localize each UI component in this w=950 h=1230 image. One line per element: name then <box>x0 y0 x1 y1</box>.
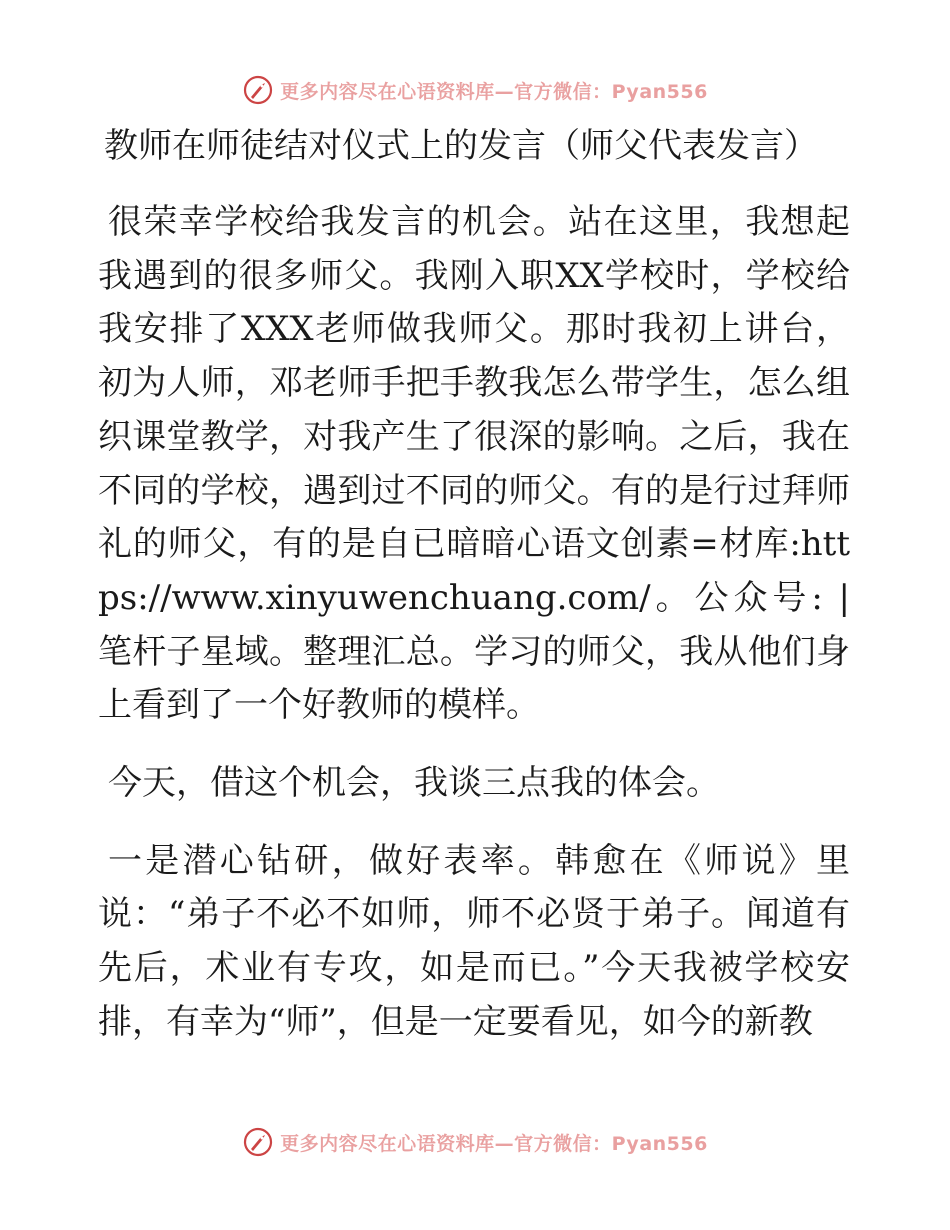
paragraph: 很荣幸学校给我发言的机会。站在这里，我想起我遇到的很多师父。我刚入职XX学校时，学校给我安排了XXX老师做我师父。那时我初上讲台，初为人师，邓老师手把手教我怎么带学生，怎么组织课堂教学，对我产生了很深的影响。之后，我在不同的学校，遇到过不同的师父。有的是行过拜师礼的师父，有的是自已暗暗心语文创素=材库:https://www.xinyuwenchuang.com/。公众号: |笔杆子星域。整理汇总。学习的师父，我从他们身上看到了一个好教师的模样。 <box>98 202 850 726</box>
document-title: 教师在师徒结对仪式上的发言（师父代表发言） <box>104 126 818 166</box>
header-banner-text: 更多内容尽在心语资料库—官方微信：Pyan556 <box>280 80 708 103</box>
pen-nib-logo-icon <box>242 1126 274 1158</box>
paragraph: 今天，借这个机会，我谈三点我的体会。 <box>108 763 720 804</box>
footer-banner <box>0 1124 950 1160</box>
header-banner <box>0 72 950 108</box>
paragraph: 一是潜心钻研，做好表率。韩愈在《师说》里说：“弟子不必不如师，师不必贤于弟子。闻道有先后，术业有专攻，如是而已。”今天我被学校安排，有幸为“师”，但是一定要看见，如今的新教 <box>98 840 850 1042</box>
pen-nib-logo-icon <box>242 74 274 106</box>
document-body <box>98 196 850 1074</box>
footer-banner-text: 更多内容尽在心语资料库—官方微信：Pyan556 <box>280 1132 708 1155</box>
